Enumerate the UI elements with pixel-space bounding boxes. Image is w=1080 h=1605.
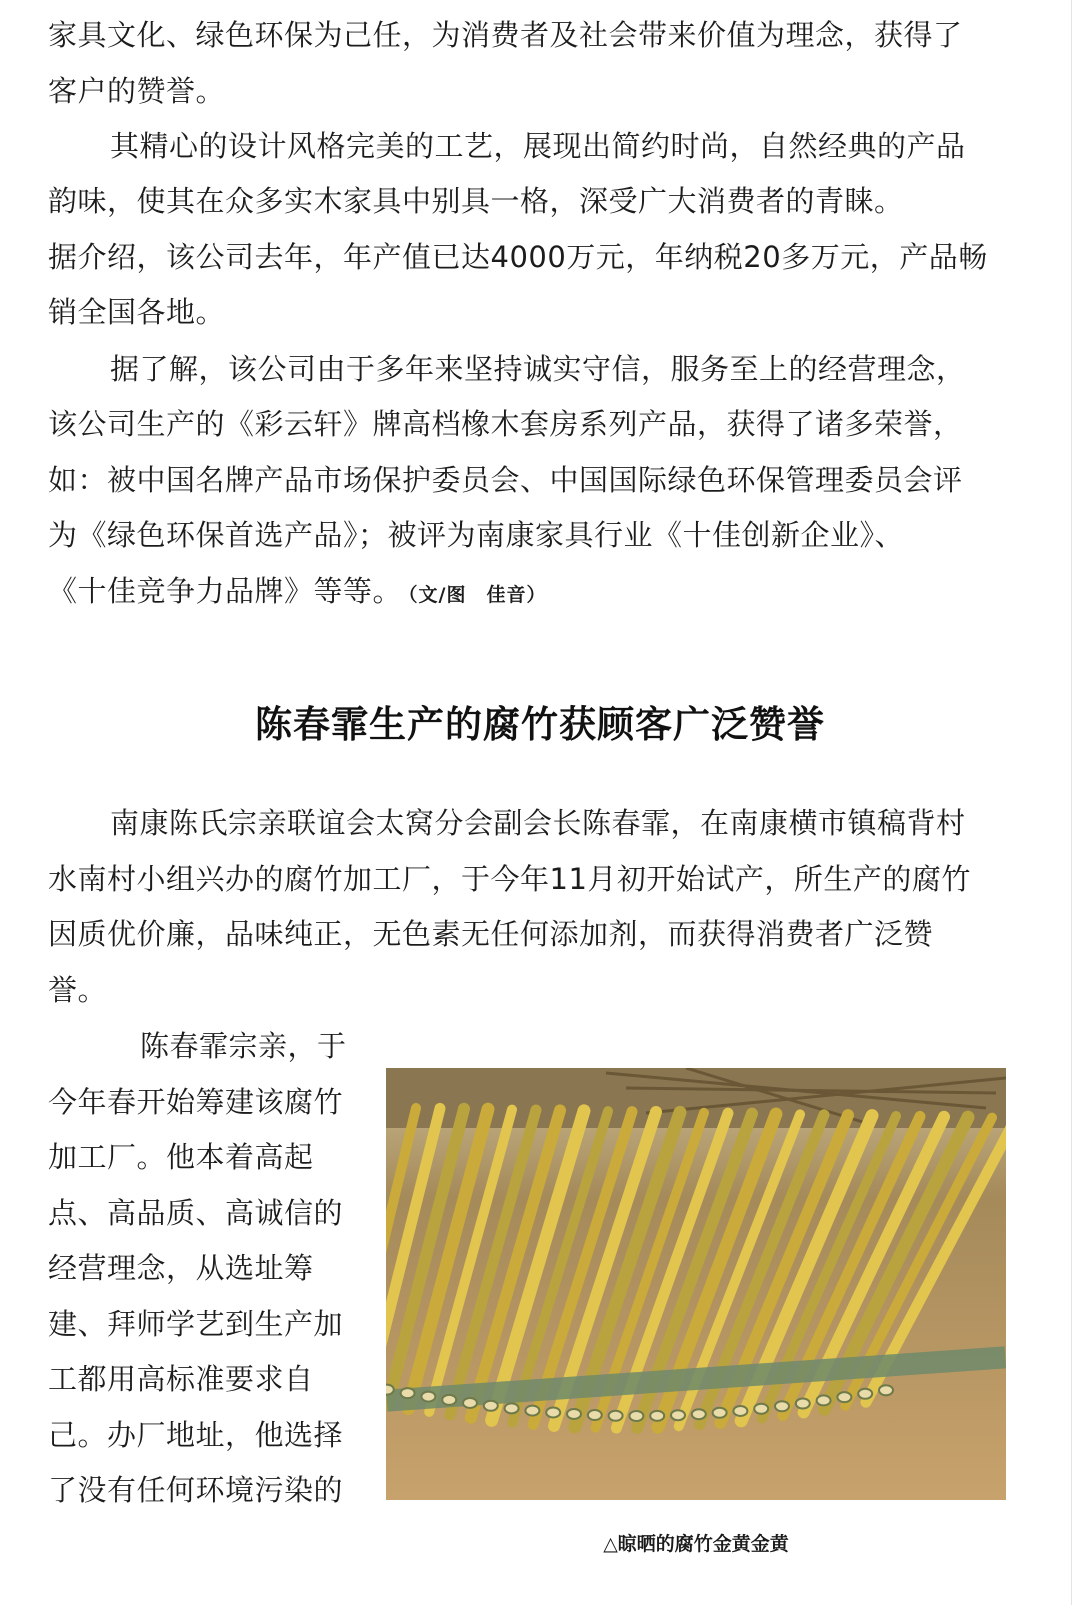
paragraph-line: 了没有任何环境污染的 — [48, 1473, 344, 1507]
drying-yuba-photo — [386, 1068, 1006, 1500]
paragraph-line: 己。办厂地址，他选择 — [48, 1418, 344, 1452]
paragraph-line: 家具文化、绿色环保为己任，为消费者及社会带来价值为理念，获得了 — [48, 18, 963, 52]
stick-end — [401, 1388, 415, 1398]
stick-end — [421, 1392, 435, 1402]
paragraph-line: 销全国各地。 — [48, 295, 226, 329]
stick-end — [609, 1411, 623, 1421]
stick-end — [442, 1395, 456, 1405]
paragraph-line: 工都用高标准要求自 — [48, 1362, 314, 1396]
paragraph-line: 陈春霏宗亲，于 — [140, 1029, 347, 1063]
stick-end — [837, 1392, 851, 1402]
stick-end — [817, 1395, 831, 1405]
stick-end — [484, 1401, 498, 1411]
article-headline: 陈春霏生产的腐竹获顾客广泛赞誉 — [255, 703, 825, 746]
paragraph-line: 南康陈氏宗亲联谊会太窝分会副会长陈春霏，在南康横市镇稿背村 — [110, 806, 966, 840]
stick-end — [754, 1404, 768, 1414]
paragraph-line: 该公司生产的《彩云轩》牌高档橡木套房系列产品，获得了诸多荣誉， — [48, 407, 963, 441]
paragraph-line: 据了解，该公司由于多年来坚持诚实守信，服务至上的经营理念， — [110, 352, 966, 386]
stick-end — [525, 1406, 539, 1416]
page-edge-divider — [1071, 0, 1072, 1605]
paragraph-line: 水南村小组兴办的腐竹加工厂，于今年11月初开始试产，所生产的腐竹 — [48, 862, 971, 896]
paragraph-line: 点、高品质、高诚信的 — [48, 1196, 344, 1230]
paragraph-line: 誉。 — [48, 973, 108, 1007]
stick-end — [733, 1406, 747, 1416]
stick-end — [671, 1410, 685, 1420]
stick-end — [386, 1385, 394, 1395]
stick-end — [692, 1409, 706, 1419]
paragraph-line: 客户的赞誉。 — [48, 74, 226, 108]
photo-caption: △晾晒的腐竹金黄金黄 — [603, 1533, 789, 1555]
paragraph-line: 经营理念，从选址筹 — [48, 1251, 314, 1285]
paragraph-line: 为《绿色环保首选产品》；被评为南康家具行业《十佳创新企业》、 — [48, 518, 905, 552]
author-credit: （文/图 佳音） — [408, 584, 547, 606]
stick-end — [546, 1407, 560, 1417]
stick-end — [879, 1385, 893, 1395]
paragraph-line: 其精心的设计风格完美的工艺，展现出简约时尚，自然经典的产品 — [110, 129, 966, 163]
stick-end — [463, 1398, 477, 1408]
stick-end — [629, 1411, 643, 1421]
stick-end — [650, 1411, 664, 1421]
paragraph-line: 加工厂。他本着高起 — [48, 1140, 314, 1174]
yuba-photo-illustration — [386, 1068, 1006, 1500]
paragraph-line: 因质优价廉，品味纯正，无色素无任何添加剂，而获得消费者广泛赞 — [48, 917, 934, 951]
paragraph-text: 《十佳竞争力品牌》等等。 — [48, 574, 403, 608]
paragraph-line: 据介绍，该公司去年，年产值已达4000万元，年纳税20多万元，产品畅 — [48, 240, 988, 274]
paragraph-line: 如：被中国名牌产品市场保护委员会、中国国际绿色环保管理委员会评 — [48, 463, 963, 497]
paragraph-line: 建、拜师学艺到生产加 — [48, 1307, 344, 1341]
stick-end — [588, 1410, 602, 1420]
stick-end — [505, 1403, 519, 1413]
paragraph-line: 韵味，使其在众多实木家具中别具一格，深受广大消费者的青睐。 — [48, 184, 904, 218]
stick-end — [567, 1409, 581, 1419]
stick-end — [858, 1389, 872, 1399]
paragraph-line — [48, 572, 546, 614]
stick-end — [775, 1401, 789, 1411]
stick-end — [796, 1398, 810, 1408]
stick-end — [713, 1408, 727, 1418]
paragraph-line: 今年春开始筹建该腐竹 — [48, 1085, 344, 1119]
